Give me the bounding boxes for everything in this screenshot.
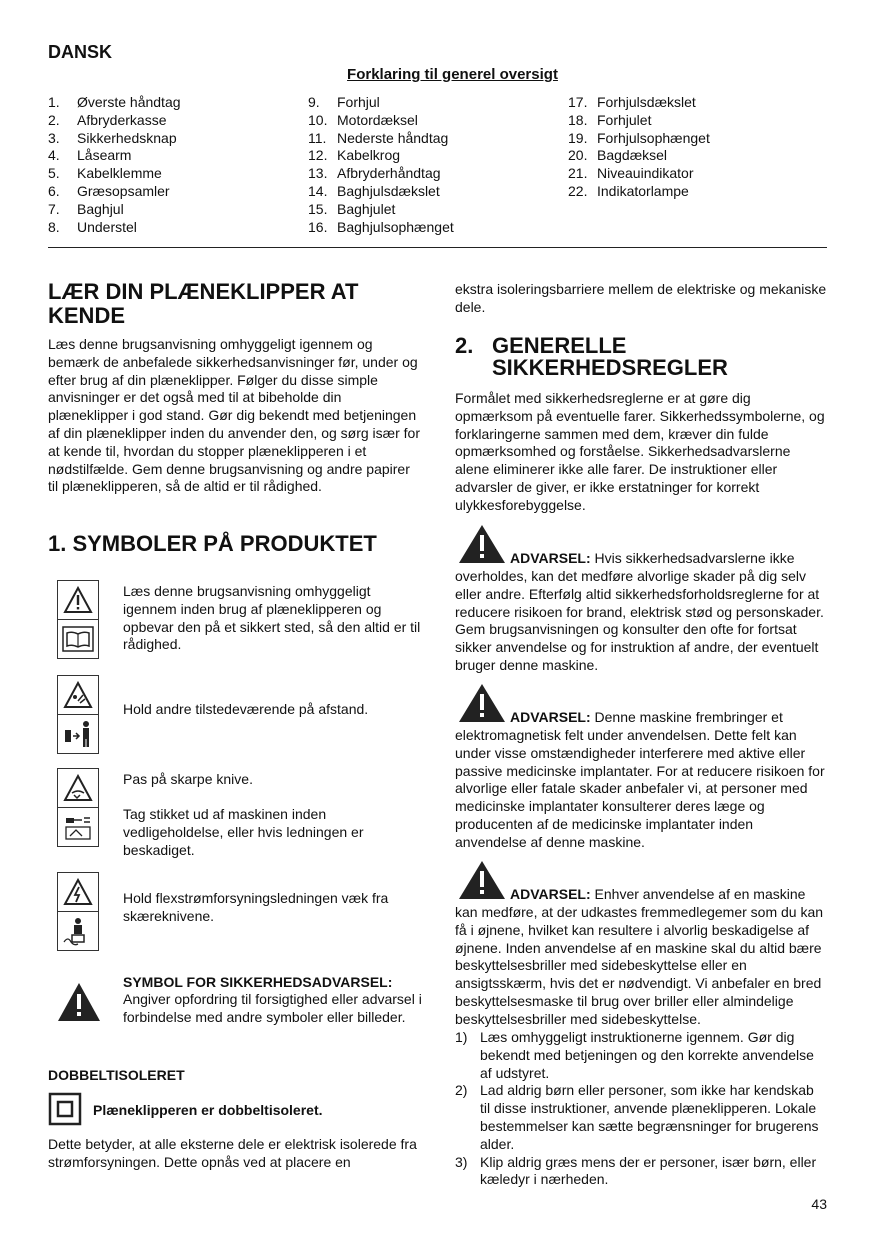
warning-3-icon bbox=[458, 860, 506, 900]
symbol-3b-text: Tag stikket ud af maskinen inden vedligeholdelse, eller hvis ledningen er beskadiget. bbox=[123, 806, 364, 858]
symbol-4-text: Hold flexstrømforsyningsledningen væk fra skæreknivene. bbox=[123, 890, 389, 924]
double-insulated-title: DOBBELTISOLERET bbox=[48, 1067, 185, 1083]
legend-column-1 bbox=[48, 94, 298, 236]
warning-1-first-line: ADVARSEL: Hvis sikkerhedsadvarslerne ikke bbox=[510, 550, 795, 566]
manual-book-icon bbox=[58, 620, 98, 658]
electric-warning-icon bbox=[58, 873, 98, 912]
warning-2-body: elektromagnetisk felt under anvendelsen. Dette felt kan under visse omstændigheder interferere med aktive eller passive medicinske implantater. For at reducere risikoen for alvorlige eller fatale skader anbefaler vi, at personer med medicinske implantater konsulterer deres læge og producenten af de medicinske implantater inden anvendelse af denne maskine. bbox=[455, 727, 825, 850]
list-item: 2. Afbryderkasse bbox=[48, 111, 167, 128]
symbol-sharp-blades bbox=[57, 768, 99, 847]
list-item: 1) Læs omhyggeligt instruktionerne igennem. Gør dig bekendt med betjeningen og den korrekte anvendelse af udstyret. bbox=[455, 1029, 814, 1081]
safety-purpose: Formålet med sikkerhedsreglerne er at gøre dig opmærksom på eventuelle farer. Sikkerhedssymbolerne, og forklaringerne sammen med dem, kræver din fulde opmærksomhed og forståelse. Sikkerhedsadvarslerne alene eliminerer ikke alle farer. De instruktioner eller advarsler de giver, er ikke erstatninger for korrekt ulykkesforebyggelse. bbox=[455, 390, 825, 513]
insulation-continued: ekstra isoleringsbarriere mellem de elektriske og mekaniske dele. bbox=[455, 281, 827, 315]
unplug-icon bbox=[58, 808, 98, 846]
symbol-cord-away bbox=[57, 872, 99, 951]
cord-mower-icon bbox=[58, 912, 98, 950]
language-heading: DANSK bbox=[48, 42, 113, 62]
safety-rules-list bbox=[455, 1029, 827, 1189]
list-item: 10. Motordæksel bbox=[308, 111, 418, 128]
list-item: 21. Niveauindikator bbox=[568, 165, 694, 182]
list-item: 18. Forhjulet bbox=[568, 111, 652, 128]
list-item: 8. Understel bbox=[48, 218, 137, 235]
page-number: 43 bbox=[811, 1196, 827, 1212]
warning-2-icon bbox=[458, 683, 506, 723]
list-item: 4. Låsearm bbox=[48, 147, 132, 164]
list-item: 19. Forhjulsophænget bbox=[568, 129, 710, 146]
symbol-bystanders bbox=[57, 675, 99, 754]
symbol-read-manual bbox=[57, 580, 99, 659]
symbol-3a-text: Pas på skarpe knive. bbox=[123, 771, 253, 787]
intro-body: Læs denne brugsanvisning omhyggeligt igennem og bemærk de anbefalede sikkerhedsanvisninger før, under og efter brug af din plæneklipper. Følger du disse simple anvisninger er det også med til at bibeholde din plæneklipper i god stand. Gør dig bekendt med betjeningen af din plæneklipper inden du anvender den, og sørg især for at kende til, hvordan du stopper plæneklipperen i et nødstilfælde. Gem denne brugsanvisning og andre papirer til plæneklipperen, så de altid er til rådighed. bbox=[48, 336, 420, 495]
double-insulated-label: Plæneklipperen er dobbeltisoleret. bbox=[93, 1102, 323, 1118]
section-2-title-line-2: SIKKERHEDSREGLER bbox=[492, 355, 728, 380]
alert-symbol-title: SYMBOL FOR SIKKERHEDSADVARSEL: bbox=[123, 974, 393, 990]
list-item: 12. Kabelkrog bbox=[308, 147, 401, 164]
symbols-title: 1. SYMBOLER PÅ PRODUKTET bbox=[48, 531, 377, 556]
warning-2-first-line: ADVARSEL: Denne maskine frembringer et bbox=[510, 709, 783, 725]
double-insulated-body: Dette betyder, at alle eksterne dele er elektrisk isolerede fra strømforsyningen. Dette opnås ved at placere en bbox=[48, 1136, 417, 1170]
list-item: 5. Kabelklemme bbox=[48, 165, 162, 182]
symbol-2-text: Hold andre tilstedeværende på afstand. bbox=[123, 701, 369, 717]
divider bbox=[48, 247, 827, 248]
legend-title: Forklaring til generel oversigt bbox=[347, 66, 558, 83]
list-item: 2) Lad aldrig børn eller personer, som ikke har kendskab til disse instruktioner, anvende plæneklipperen. Lokale bestemmelser kan sætte begrænsninger for brugerens alder. bbox=[455, 1082, 819, 1152]
legend-column-2 bbox=[308, 94, 558, 236]
blade-warning-icon bbox=[58, 769, 98, 808]
section-2-number: 2. bbox=[455, 333, 474, 358]
list-item: 16. Baghjulsophænget bbox=[308, 218, 454, 235]
legend-column-3 bbox=[568, 94, 818, 201]
alert-symbol-body: Angiver opfordring til forsigtighed eller advarsel i forbindelse med andre symboler eller billeder. bbox=[123, 991, 422, 1025]
list-item: 13. Afbryderhåndtag bbox=[308, 165, 441, 182]
double-insulation-icon bbox=[48, 1092, 82, 1126]
warning-icon bbox=[58, 581, 98, 620]
list-item: 1. Øverste håndtag bbox=[48, 94, 181, 110]
list-item: 17. Forhjulsdækslet bbox=[568, 94, 696, 110]
list-item: 20. Bagdæksel bbox=[568, 147, 668, 164]
section-2-title-line-1: GENERELLE bbox=[492, 333, 627, 358]
warning-1-body: overholdes, kan det medføre alvorlige skader på dig selv eller andre. Efterfølg altid sikkerhedsforholdsreglerne for at reducere risikoen for brand, elektrisk stød og personskader. Gem brugsanvisningen og konsulter den ofte for fortsat sikker anvendelse og for instruktion af andre, der eventuelt bruger denne maskine. bbox=[455, 568, 824, 673]
list-item: 6. Græsopsamler bbox=[48, 182, 170, 199]
list-item: 3. Sikkerhedsknap bbox=[48, 129, 177, 146]
keep-distance-icon bbox=[58, 715, 98, 753]
warning-3-body: kan medføre, at der udkastes fremmedlegemer som du kan få i øjnene, hvilket kan resultere i alvorlig beskadigelse af øjnene. Inden anvendelse af en maskine skal du altid bære beskyttelsesbriller med sidebeskyttelse eller en ansigtsskærm, hvis det er nødvendigt. Vi anbefaler en bred beskyttelsesmaske til brug over briller eller almindelige beskyttelsesbriller med sidebeskyttelse. bbox=[455, 904, 824, 1027]
list-item: 15. Baghjulet bbox=[308, 200, 396, 217]
symbol-1-text: Læs denne brugsanvisning omhyggeligt igennem inden brug af plæneklipperen og opbevar den på et sikkert sted, så den altid er til rådighed. bbox=[123, 583, 421, 653]
safety-alert-icon bbox=[57, 982, 101, 1022]
warning-3-first-line: ADVARSEL: Enhver anvendelse af en maskine bbox=[510, 886, 806, 902]
list-item: 3) Klip aldrig græs mens der er personer, især børn, eller kæledyr i nærheden. bbox=[455, 1153, 817, 1188]
list-item: 7. Baghjul bbox=[48, 200, 124, 217]
list-item: 22. Indikatorlampe bbox=[568, 182, 689, 199]
warning-debris-icon bbox=[58, 676, 98, 715]
warning-1-icon bbox=[458, 524, 506, 564]
list-item: 9. Forhjul bbox=[308, 94, 380, 110]
intro-title: LÆR DIN PLÆNEKLIPPER AT KENDE bbox=[48, 279, 359, 328]
list-item: 14. Baghjulsdækslet bbox=[308, 182, 440, 199]
list-item: 11. Nederste håndtag bbox=[308, 129, 449, 146]
